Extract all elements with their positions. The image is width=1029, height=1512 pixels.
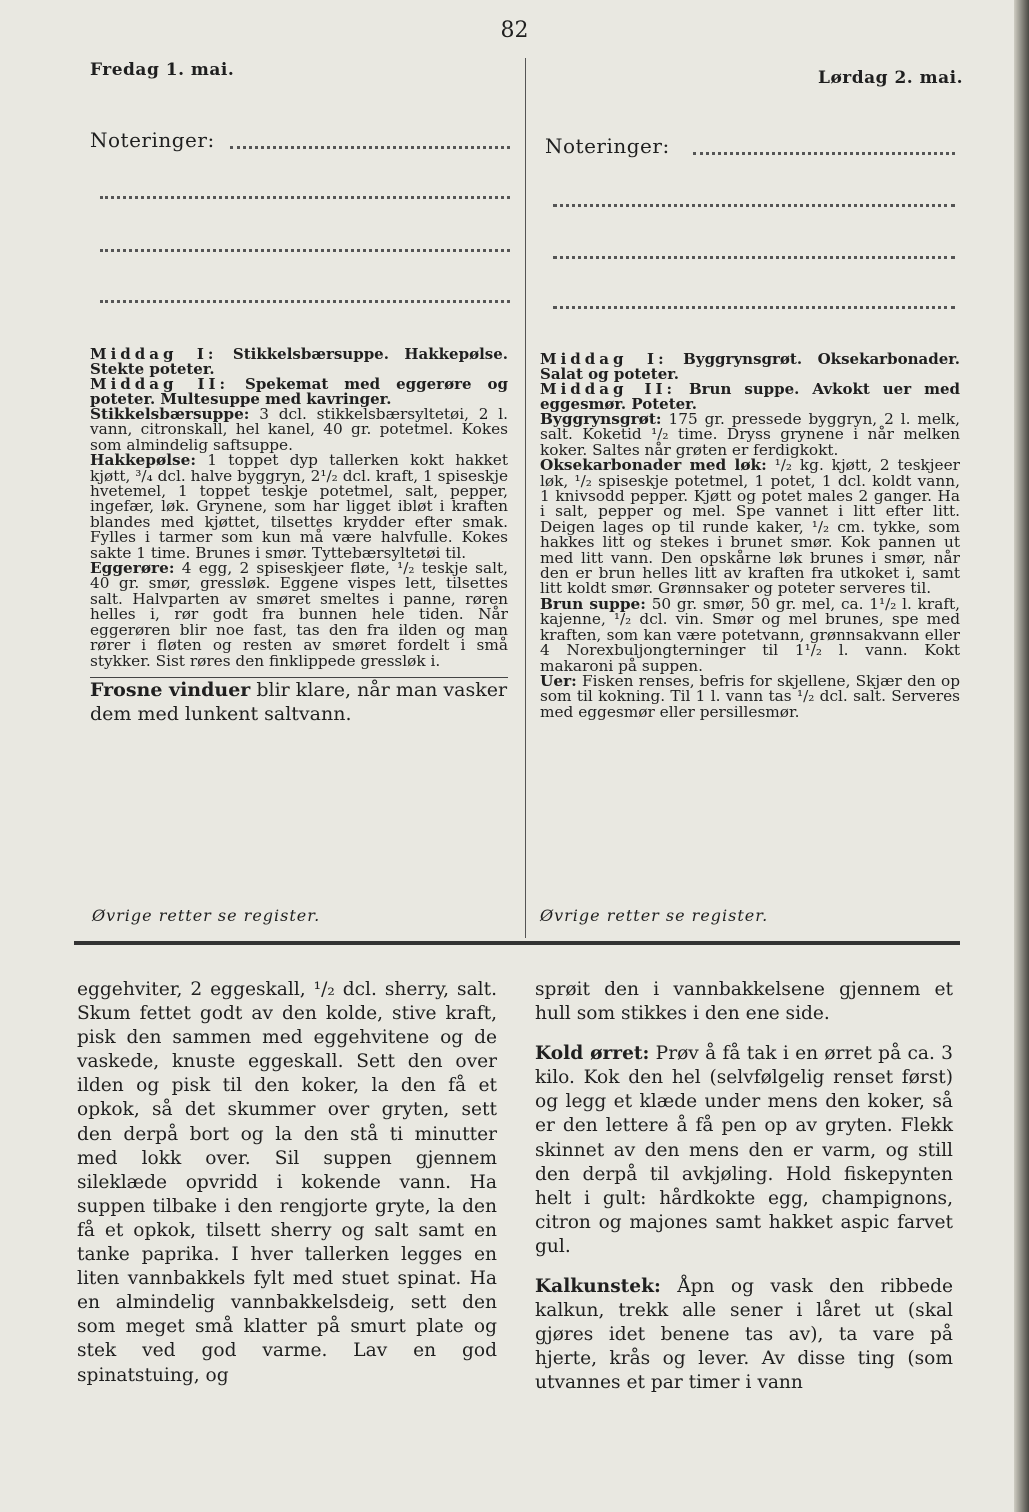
right-middag-1: Middag I: Byggrynsgrøt. Oksekarbonader. Salat og poteter.: [540, 350, 960, 383]
page-number: 82: [500, 18, 529, 43]
left-day-column: [90, 347, 508, 726]
left-notes-line: [100, 300, 510, 303]
left-day-heading: Fredag 1. mai.: [90, 60, 235, 80]
kalkunstek-paragraph: Kalkunstek: Åpn og vask den ribbede kalkun, trekk alle sener i låret ut (skal gjøres idet benene tas av), ta vare på hjerte, krås og lever. Av disse ting (som utvannes et par timer i vann: [535, 1276, 953, 1394]
right-day-column: [540, 352, 960, 720]
right-recipe: Byggrynsgrøt: 175 gr. pressede byggryn, 2 l. melk, salt. Koketid ¹/₂ time. Dryss grynene i når melken koker. Saltes når grøten er ferdigkokt.: [540, 410, 960, 459]
left-notes-line: [100, 196, 510, 199]
left-recipe: Eggerøre: 4 egg, 2 spiseskjeer fløte, ¹/₂ teskje salt, 40 gr. smør, gressløk. Eggene vispes lett, tilsettes salt. Halvparten av smøret smeltes i panne, røren helles i, rør godt fra bunnen hele tiden. Når eggerøren blir noe fast, tas den fra ilden og man rører i fløten og resten av smøret fordelt i små stykker. Sist røres den finklippede gressløk i.: [90, 559, 508, 670]
bottom-left-paragraph: eggehviter, 2 eggeskall, ¹/₂ dcl. sherry, salt. Skum fettet godt av den kolde, stive kraft, pisk den sammen med eggehvitene og de vaskede, knuste eggeskall. Sett den over ilden og pisk til den koker, la den få et opkok, så det skummer over gryten, sett den derpå bort og la den stå ti minutter med lokk over. Sil suppen gjennem sileklæde opvridd i kokende vann. Ha suppen tilbake i den rengjorte gryte, la den få et opkok, tilsett sherry og salt samt en tanke paprika. I hver tallerken legges en liten vannbakkels fylt med stuet spinat. Ha en almindelig vannbakkelsdeig, sett den som meget små klatter på smurt plate og stek ved god varme. Lav en god spinatstuing, og: [77, 979, 497, 1386]
right-notes-line: [553, 256, 955, 259]
left-middag-1: Middag I: Stikkelsbærsuppe. Hakkepølse. Stekte poteter.: [90, 345, 508, 378]
right-middag-2: Middag II: Brun suppe. Avkokt uer med eggesmør. Poteter.: [540, 380, 960, 413]
right-notes-line: [553, 204, 955, 207]
right-footer: Øvrige retter se register.: [540, 906, 769, 925]
left-footer: Øvrige retter se register.: [92, 906, 321, 925]
right-recipe: Uer: Fisken renses, befris for skjellene, Skjær den op som til kokning. Til 1 l. vann tas ¹/₂ dcl. salt. Serveres med eggesmør eller persillesmør.: [540, 671, 960, 721]
right-recipe: Brun suppe: 50 gr. smør, 50 gr. mel, ca. 1¹/₂ l. kraft, kajenne, ¹/₂ dcl. vin. Smør og mel brunes, spe med kraften, som kan være potetvann, grønnsakvann eller 4 Norexbuljongterninger til 1¹/₂ l. vann. Kokt makaroni på suppen.: [540, 594, 960, 675]
right-notes-line: [693, 152, 955, 155]
left-recipe: Hakkepølse: 1 toppet dyp tallerken kokt hakket kjøtt, ³/₄ dcl. halve byggryn, 2¹/₂ dcl. kraft, 1 spiseskje hvetemel, 1 toppet teskje potetmel, salt, pepper, ingefær, løk. Grynene, som har ligget ibløt i kraften blandes med kjøttet, tilsettes krydder efter smak. Fylles i tarmer som kun må være halvfulle. Kokes sakte 1 time. Brunes i smør. Tyttebærsyltetøi til.: [90, 451, 508, 562]
left-notes-line: [100, 249, 510, 252]
left-notes-label: Noteringer:: [90, 128, 215, 152]
right-notes-label: Noteringer:: [545, 134, 670, 158]
left-middag-2: Middag II: Spekemat med eggerøre og poteter. Multesuppe med kavringer.: [90, 375, 508, 408]
right-recipe: Oksekarbonader med løk: ¹/₂ kg. kjøtt, 2 teskjeer løk, ¹/₂ spiseskje potetmel, 1 potet, 1 dcl. koldt vann, 1 knivsodd pepper. Kjøtt og potet males 2 ganger. Ha i salt, pepper og mel. Spe vannet i litt efter litt. Deigen lages op til runde kaker, ¹/₂ cm. tykke, som hakkes litt og stekes i brunet smør. Kok pannen ut med litt vann. Den opskårne løk brunes i smør, når den er brun helles litt av kraften fra utkoket i, samt litt koldt smør. Grønnsaker og poteter serveres til.: [540, 456, 960, 598]
right-notes-line: [553, 306, 955, 309]
column-divider: [525, 58, 526, 938]
bottom-right-text: [535, 978, 953, 1396]
left-notes-line: [230, 146, 510, 149]
right-day-heading: Lørdag 2. mai.: [818, 68, 964, 88]
household-tip: Frosne vinduer blir klare, når man vasker dem med lunkent saltvann.: [90, 678, 508, 725]
kold-orret-paragraph: Kold ørret: Prøv å få tak i en ørret på ca. 3 kilo. Kok den hel (selvfølgelig renset først) og legg et klæde under mens den koker, så er den lettere å få pen op av gryten. Flekk skinnet av den mens den er varm, og still den derpå til avkjøling. Hold fiskepynten helt i gult: hårdkokte egg, champignons, citron og majones samt hakket aspic farvet gul.: [535, 1043, 954, 1257]
left-recipe: Stikkelsbærsuppe: 3 dcl. stikkelsbærsyltetøi, 2 l. vann, citronskall, hel kanel, 40 gr. potetmel. Kokes som almindelig saftsuppe.: [90, 405, 508, 454]
bottom-left-text: [77, 978, 497, 1388]
book-spine-edge: [1014, 0, 1029, 1512]
page-separator-band: [74, 941, 960, 945]
bottom-right-intro: sprøit den i vannbakkelsene gjennem et hull som stikkes i den ene side.: [535, 979, 953, 1025]
